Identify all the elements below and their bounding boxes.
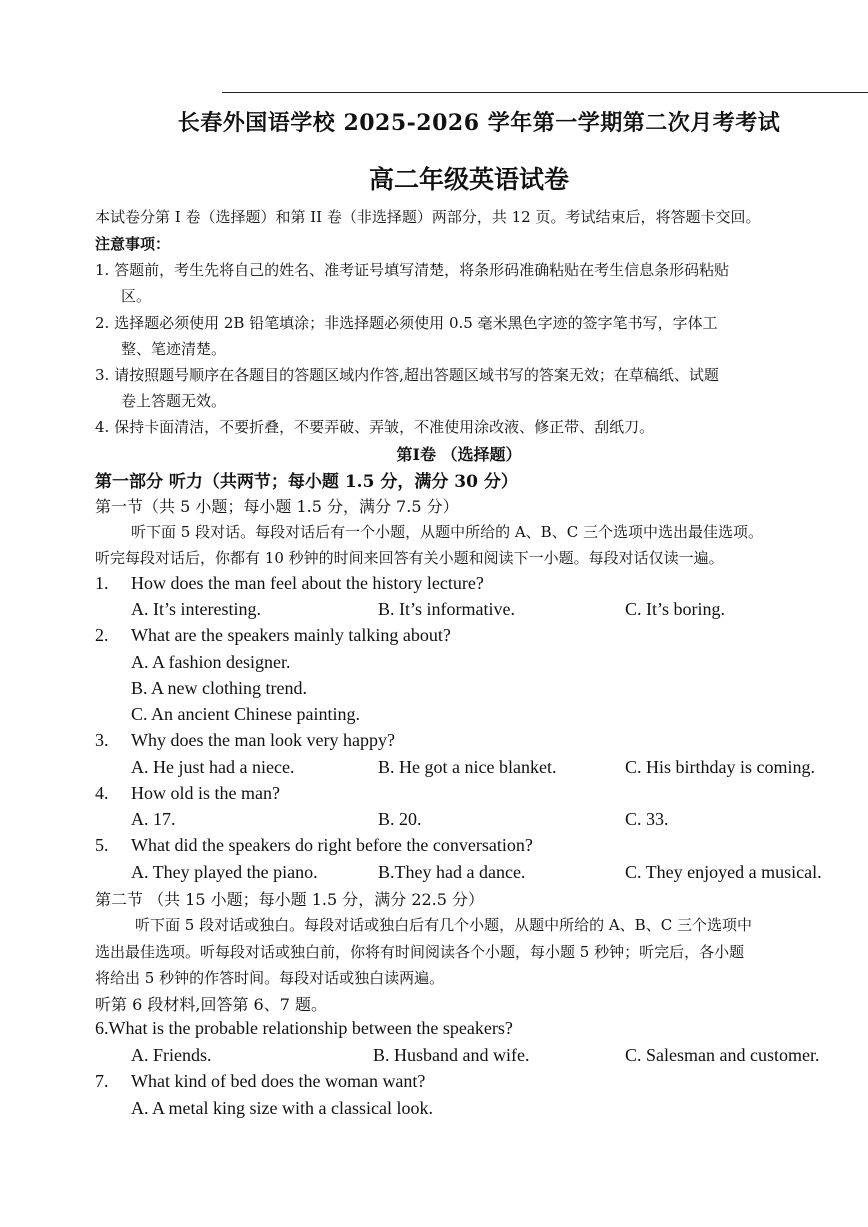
question-text: What kind of bed does the woman want? — [131, 1071, 426, 1091]
question-number: 1. — [95, 573, 109, 593]
option-a: A. It’s interesting. — [131, 599, 261, 619]
option-b: B. A new clothing trend. — [131, 678, 307, 698]
section2-instruction: 将给出 5 秒钟的作答时间。每段对话或独白读两遍。 — [95, 969, 445, 987]
option-a: A. A fashion designer. — [131, 652, 291, 672]
note-item-cont: 卷上答题无效。 — [121, 392, 227, 410]
question-number: 7. — [95, 1071, 109, 1091]
exam-title: 高二年级英语试卷 — [368, 165, 569, 194]
option-b: B. Husband and wife. — [373, 1045, 530, 1065]
question-text: Why does the man look very happy? — [131, 730, 395, 750]
option-c: C. Salesman and customer. — [625, 1045, 820, 1065]
volume-heading: 第Ⅰ卷 （选择题） — [396, 445, 522, 464]
intro-text: 本试卷分第 I 卷（选择题）和第 II 卷（非选择题）两部分，共 12 页。考试结束后，将答题卡交回。 — [95, 208, 761, 226]
note-item: 2. 选择题必须使用 2B 铅笔填涂；非选择题必须使用 0.5 毫米黑色字迹的签字笔书写，字体工 — [95, 314, 718, 332]
question-text: What did the speakers do right before the conversation? — [131, 835, 533, 855]
note-item: 3. 请按照题号顺序在各题目的答题区域内作答,超出答题区域书写的答案无效；在草稿纸、试题 — [95, 366, 719, 384]
material-heading: 听第 6 段材料,回答第 6、7 题。 — [95, 995, 327, 1014]
note-item-cont: 区。 — [121, 287, 152, 305]
option-b: B.They had a dance. — [378, 862, 526, 882]
option-b: B. It’s informative. — [378, 599, 515, 619]
option-a: A. Friends. — [131, 1045, 212, 1065]
section2-heading: 第二节 （共 15 小题；每小题 1.5 分，满分 22.5 分） — [95, 890, 485, 909]
option-a: A. 17. — [131, 809, 176, 829]
part1-heading: 第一部分 听力（共两节；每小题 1.5 分，满分 30 分） — [95, 472, 518, 492]
section2-instruction: 选出最佳选项。听每段对话或独白前，你将有时间阅读各个小题，每小题 5 秒钟；听完后，各小题 — [95, 943, 745, 961]
question-number: 5. — [95, 835, 109, 855]
question-text: What are the speakers mainly talking about? — [131, 625, 451, 645]
question-number: 4. — [95, 783, 109, 803]
question-text: How old is the man? — [131, 783, 280, 803]
option-c: C. They enjoyed a musical. — [625, 862, 822, 882]
note-item: 4. 保持卡面清洁，不要折叠，不要弄破、弄皱，不准使用涂改液、修正带、刮纸刀。 — [95, 418, 655, 436]
section1-heading: 第一节（共 5 小题；每小题 1.5 分，满分 7.5 分） — [95, 497, 459, 516]
note-item: 1. 答题前，考生先将自己的姓名、准考证号填写清楚，将条形码准确粘贴在考生信息条形码粘贴 — [95, 261, 730, 279]
header-rule — [222, 92, 868, 93]
question-text: How does the man feel about the history lecture? — [131, 573, 484, 593]
option-b: B. 20. — [378, 809, 422, 829]
section2-instruction: 听下面 5 段对话或独白。每段对话或独白后有几个小题，从题中所给的 A、B、C 三个选项中 — [135, 916, 752, 934]
question-text: 6.What is the probable relationship between the speakers? — [95, 1018, 513, 1038]
option-c: C. His birthday is coming. — [625, 757, 815, 777]
question-number: 3. — [95, 730, 109, 750]
option-c: C. It’s boring. — [625, 599, 726, 619]
option-a: A. He just had a niece. — [131, 757, 295, 777]
option-a: A. A metal king size with a classical look. — [131, 1098, 433, 1118]
option-c: C. An ancient Chinese painting. — [131, 704, 360, 724]
section1-instruction: 听下面 5 段对话。每段对话后有一个小题，从题中所给的 A、B、C 三个选项中选出最佳选项。 — [131, 523, 763, 541]
school-title: 长春外国语学校 2025-2026 学年第一学期第二次月考考试 — [177, 110, 781, 136]
question-number: 2. — [95, 625, 109, 645]
option-c: C. 33. — [625, 809, 669, 829]
note-item-cont: 整、笔迹清楚。 — [121, 340, 227, 358]
option-b: B. He got a nice blanket. — [378, 757, 557, 777]
section1-instruction: 听完每段对话后，你都有 10 秒钟的时间来回答有关小题和阅读下一小题。每段对话仅读一遍。 — [95, 549, 724, 567]
notes-heading: 注意事项： — [95, 235, 171, 253]
option-a: A. They played the piano. — [131, 862, 318, 882]
